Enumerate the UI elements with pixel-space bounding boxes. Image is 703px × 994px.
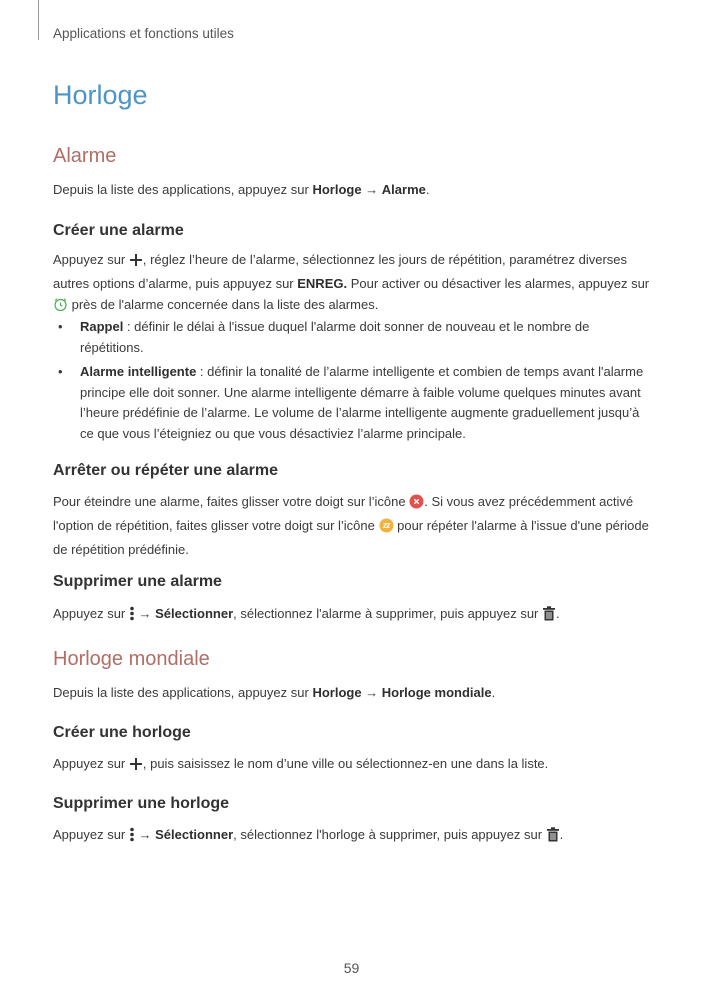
plus-icon [129,252,143,273]
dismiss-icon [409,494,424,515]
chapter-header: Applications et fonctions utiles [53,26,234,41]
section-heading-world-clock: Horloge mondiale [53,648,210,670]
page-number: 59 [343,960,360,976]
subheading-stop-alarm: Arrêter ou répéter une alarme [53,462,278,479]
bullet-alarme-intelligente: • Alarme intelligente : définir la tonalité de l’alarme intelligente et combien de temps avant l'alarme principe elle doit sonner. Une alarme intelligente démarre à faible volume quelques minutes avant l’heure prédéfinie de l’alarme. Le volume de l’alarme intelligente augmente graduellement jusqu’à ce que vous l’éteigniez ou que vous désactiviez l’alarme principale. [58,364,644,441]
world-clock-intro: Depuis la liste des applications, appuyez sur Horloge → Horloge mondiale. [53,685,496,700]
delete-alarm-paragraph: Appuyez sur → Sélectionner, sélectionnez l'alarme à supprimer, puis appuyez sur . [53,603,653,627]
delete-clock-paragraph: Appuyez sur → Sélectionner, sélectionnez l'horloge à supprimer, puis appuyez sur . [53,824,653,848]
section-heading-alarm: Alarme [53,145,117,167]
create-clock-paragraph: Appuyez sur , puis saisissez le nom d’une ville ou sélectionnez-en une dans la liste. [53,753,653,777]
subheading-create-clock: Créer une horloge [53,724,191,741]
header-rule [38,0,39,40]
bullet-rappel: • Rappel : définir le délai à l'issue duquel l'alarme doit sonner de nouveau et le nombre de répétitions. [58,319,590,355]
subheading-delete-alarm: Supprimer une alarme [53,573,222,590]
alarm-intro: Depuis la liste des applications, appuyez sur Horloge → Alarme. [53,182,430,197]
alarm-toggle-icon [53,297,68,318]
stop-alarm-paragraph: Pour éteindre une alarme, faites glisser votre doigt sur l’icône . Si vous avez précédemment activé l'option de répétition, faites glisser votre doigt sur l’icône pour répéter l'alarme à l'issue d'une période de répétition prédéfinie. [53,494,649,557]
subheading-delete-clock: Supprimer une horloge [53,795,230,812]
trash-icon [542,606,556,627]
subheading-create-alarm: Créer une alarme [53,222,184,239]
create-alarm-paragraph: Appuyez sur , réglez l’heure de l’alarme, sélectionnez les jours de répétition, paramétrez diverses autres options d’alarme, puis appuyez sur ENREG. Pour activer ou désactiver les alarmes, appuyez sur près de l'alarme concernée dans la liste des alarmes. [53,249,653,318]
plus-icon [129,756,143,777]
trash-icon [546,827,560,848]
snooze-icon [379,518,394,539]
page-title: Horloge [53,80,148,110]
